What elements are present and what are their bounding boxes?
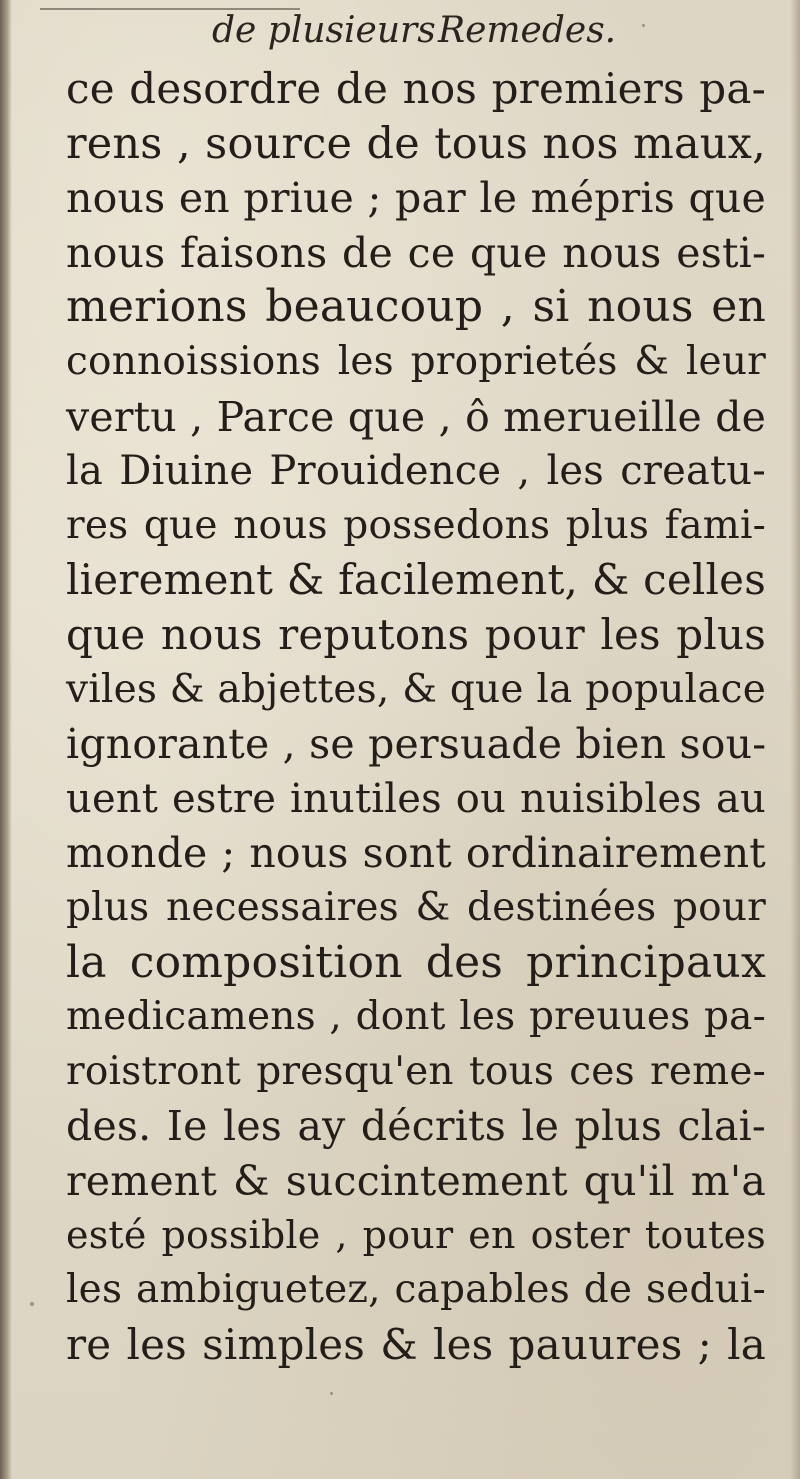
text-line: connoissions les proprietés & leur bbox=[66, 338, 766, 384]
text-line: res que nous possedons plus fami- bbox=[66, 502, 766, 548]
page-right-edge bbox=[790, 0, 800, 1479]
text-line: les ambiguetez, capables de sedui- bbox=[66, 1267, 766, 1313]
text-line: nous faisons de ce que nous esti- bbox=[66, 228, 766, 277]
text-line: monde ; nous sont ordinairement bbox=[66, 829, 766, 878]
paper-speck bbox=[330, 1392, 333, 1395]
paper-speck bbox=[30, 1302, 34, 1306]
text-line: roistront presqu'en tous ces reme- bbox=[66, 1048, 766, 1094]
text-line: plus necessaires & destinées pour bbox=[66, 884, 766, 930]
text-line: la Diuine Prouidence , les creatu- bbox=[66, 448, 766, 495]
page-binding-edge bbox=[0, 0, 12, 1479]
paper-speck bbox=[642, 24, 645, 27]
running-head bbox=[0, 10, 800, 60]
text-line: que nous reputons pour les plus bbox=[66, 609, 766, 659]
text-line: viles & abjettes, & que la populace bbox=[66, 666, 766, 712]
body-text bbox=[66, 62, 766, 1372]
text-line: lierement & facilement, & celles bbox=[66, 555, 766, 605]
text-line: ce desordre de nos premiers pa- bbox=[66, 64, 766, 113]
text-line: merions beaucoup , si nous en bbox=[66, 281, 766, 333]
text-line: nous en priue ; par le mépris que bbox=[66, 174, 766, 223]
text-line: vertu , Parce que , ô merueille de bbox=[66, 392, 767, 441]
text-line: re les simples & les pauures ; la bbox=[66, 1319, 766, 1369]
running-head-left: de plusieurs bbox=[212, 10, 436, 51]
text-line: uent estre inutiles ou nuisibles au bbox=[66, 775, 766, 822]
text-line: medicamens , dont les preuues pa- bbox=[66, 994, 766, 1040]
text-line: rement & succintement qu'il m'a bbox=[66, 1156, 766, 1205]
text-line: ignorante , se persuade bien sou- bbox=[66, 720, 767, 769]
running-head-right: Remedes. bbox=[438, 10, 617, 51]
text-line: esté possible , pour en oster toutes bbox=[66, 1213, 766, 1258]
text-line: rens , source de tous nos maux, bbox=[66, 118, 766, 169]
text-line: des. Ie les ay décrits le plus clai- bbox=[66, 1102, 766, 1151]
text-line: la composition des principaux bbox=[66, 936, 766, 988]
